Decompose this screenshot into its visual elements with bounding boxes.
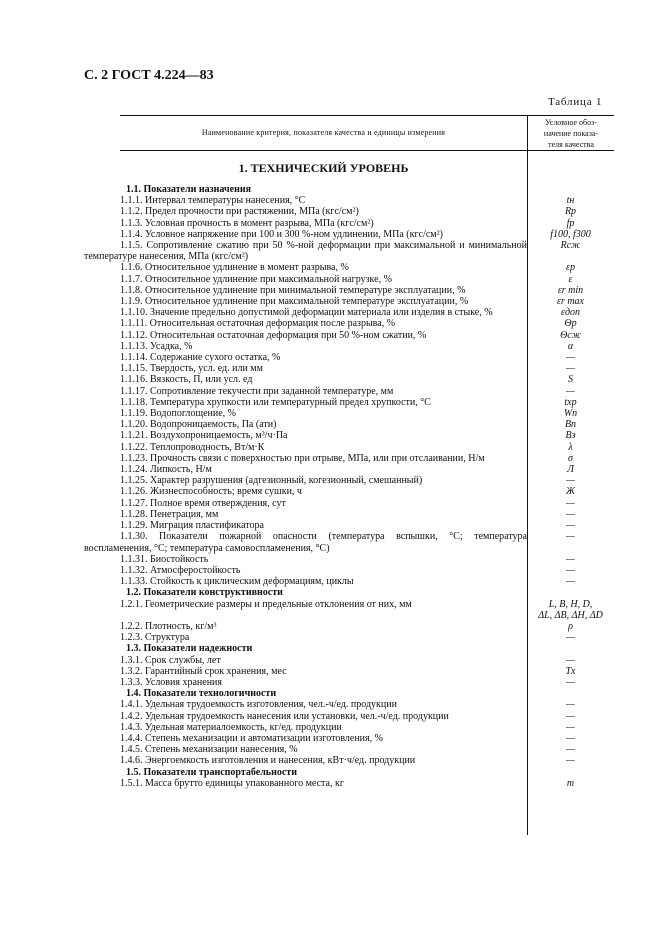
row-label: 1.1.8. Относительное удлинение при минимальной температуре эксплуатации, % <box>120 284 466 296</box>
table-row <box>84 722 614 733</box>
row-label: 1.1.13. Усадка, % <box>120 340 193 352</box>
row-label: 1.2.3. Структура <box>120 632 190 644</box>
row-symbol: εr min <box>557 284 584 296</box>
row-symbol: σ <box>568 452 573 464</box>
row-symbol: — <box>566 475 575 487</box>
row-symbol: — <box>566 363 575 375</box>
row-label: 1.4.5. Степень механизации нанесения, % <box>120 744 298 756</box>
table-row <box>84 733 614 744</box>
row-label: 1.4.1. Удельная трудоемкость изготовления, чел.-ч/ед. продукции <box>120 699 397 711</box>
table-row <box>84 363 614 374</box>
table-row <box>84 464 614 475</box>
row-symbol: L, B, H, D, <box>548 598 593 610</box>
row-symbol: εдоп <box>561 307 580 319</box>
row-label: 1.1.1. Интервал температуры нанесения, °С <box>120 195 306 207</box>
table-row <box>84 274 614 285</box>
table-row <box>84 430 614 441</box>
row-symbol: — <box>566 564 575 576</box>
row-symbol: — <box>566 710 575 722</box>
row-symbol: ρ <box>568 620 573 632</box>
row-symbol: Θсж <box>560 329 581 341</box>
row-symbol: — <box>566 520 575 532</box>
table-caption: Таблица 1 <box>548 96 603 108</box>
table-row <box>84 554 614 565</box>
row-symbol: — <box>566 385 575 397</box>
row-label: 1.1. Показатели назначения <box>126 184 252 195</box>
row-symbol: λ <box>568 441 573 453</box>
row-label: 1.1.9. Относительное удлинение при максимальной температуре эксплуатации, % <box>120 296 469 308</box>
table-row <box>84 744 614 755</box>
table-row <box>84 330 614 341</box>
row-symbol: — <box>566 755 575 767</box>
row-symbol: — <box>566 732 575 744</box>
table-row <box>84 206 614 217</box>
table-row <box>84 520 614 531</box>
row-label: 1.4. Показатели технологичности <box>126 688 277 700</box>
table-row <box>84 486 614 497</box>
table-row <box>84 677 614 688</box>
row-symbol: f100, f300 <box>550 228 591 240</box>
table-row <box>84 632 614 643</box>
row-label: 1.1.21. Воздухопроницаемость, м³/ч·Па <box>120 430 288 442</box>
row-label: 1.5. Показатели транспортабельности <box>126 766 297 778</box>
row-symbol: — <box>566 497 575 509</box>
table-row <box>84 576 614 587</box>
table-row <box>84 711 614 722</box>
table-row <box>84 374 614 385</box>
table-row <box>84 643 614 654</box>
section-title: 1. ТЕХНИЧЕСКИЙ УРОВЕНЬ <box>238 161 409 175</box>
row-label: 1.1.17. Сопротивление текучести при заданной температуре, мм <box>120 385 394 397</box>
row-label: 1.2.2. Плотность, кг/м³ <box>120 620 217 632</box>
row-label: 1.1.26. Жизнеспособность; время сушки, ч <box>120 486 302 498</box>
row-symbol: ε <box>568 273 573 285</box>
row-symbol: — <box>566 531 575 543</box>
row-label: 1.3.3. Условия хранения <box>120 676 223 688</box>
row-symbol: S <box>568 374 573 386</box>
row-label: 1.1.22. Теплопроводность, Вт/м·К <box>120 441 265 453</box>
table-row <box>84 229 614 240</box>
row-symbol: εr max <box>557 296 584 308</box>
column-header-symbol-line2: начение показа- <box>543 129 599 138</box>
row-symbol: ΔL, ΔB, ΔH, ΔD <box>538 609 603 621</box>
row-symbol: Θр <box>564 318 577 330</box>
column-header-symbol <box>528 117 614 150</box>
table-row <box>84 498 614 509</box>
table-row <box>84 565 614 576</box>
table-row <box>84 666 614 677</box>
row-label: 1.1.23. Прочность связи с поверхностью при отрыве, МПа, или при отслаивании, Н/м <box>120 452 485 464</box>
row-label: 1.4.4. Степень механизации и автоматизации изготовления, % <box>120 732 383 744</box>
row-symbol: Wп <box>563 408 578 420</box>
row-label: 1.1.18. Температура хрупкости или температурный предел хрупкости, °С <box>120 396 431 408</box>
row-label: 1.2.1. Геометрические размеры и предельные отклонения от них, мм <box>120 598 412 610</box>
column-header-symbol-line1: Условное обоз- <box>545 118 597 127</box>
row-label: 1.1.6. Относительное удлинение в момент разрыва, % <box>120 262 349 274</box>
table-row <box>84 318 614 329</box>
row-symbol: — <box>566 721 575 733</box>
table-row <box>84 341 614 352</box>
row-symbol: tхр <box>564 396 577 408</box>
table-row <box>84 688 614 699</box>
row-symbol: — <box>566 508 575 520</box>
row-label: 1.1.32. Атмосферостойкость <box>120 564 241 576</box>
row-label: 1.1.3. Условная прочность в момент разрыва, МПа (кгс/см²) <box>120 217 374 229</box>
table-row <box>84 442 614 453</box>
row-label: 1.1.19. Водопоглощение, % <box>120 408 237 420</box>
table-row <box>84 296 614 307</box>
table-row <box>84 408 614 419</box>
table-row <box>84 195 614 206</box>
row-label: 1.1.27. Полное время отверждения, сут <box>120 497 286 509</box>
table-row <box>84 453 614 464</box>
table-row <box>84 240 614 262</box>
row-label: 1.1.7. Относительное удлинение при максимальной нагрузке, % <box>120 273 392 285</box>
table-row <box>84 397 614 408</box>
table-row <box>84 352 614 363</box>
row-label: 1.4.6. Энергоемкость изготовления и нанесения, кВт·ч/ед. продукции <box>120 755 416 767</box>
row-label: 1.1.11. Относительная остаточная деформация после разрыва, % <box>120 318 396 330</box>
row-symbol: — <box>566 576 575 588</box>
row-symbol: — <box>566 553 575 565</box>
table-row <box>84 610 614 621</box>
row-label: 1.4.3. Удельная материалоемкость, кг/ед. продукции <box>120 721 342 733</box>
row-symbol: tн <box>566 195 575 207</box>
row-label: 1.1.30. Показатели пожарной опасности (температура вспышки, °С; температура воспламенения, °С; температура самовоспламенения, °С) <box>84 531 527 554</box>
row-symbol: — <box>566 699 575 711</box>
table-row <box>84 587 614 598</box>
table-body <box>84 184 614 789</box>
row-label: 1.4.2. Удельная трудоемкость нанесения или установки, чел.-ч/ед. продукции <box>120 710 449 722</box>
table-top-rule <box>120 115 614 116</box>
table-row <box>84 285 614 296</box>
row-label: 1.1.33. Стойкость к циклическим деформациям, циклы <box>120 576 354 588</box>
row-symbol: Вз <box>565 430 576 442</box>
row-label: 1.1.28. Пенетрация, мм <box>120 508 219 520</box>
table-row <box>84 419 614 430</box>
table-row <box>84 755 614 766</box>
table-row <box>84 509 614 520</box>
row-label: 1.1.12. Относительная остаточная деформация при 50 %-ном сжатии, % <box>120 329 427 341</box>
table-row <box>84 386 614 397</box>
row-symbol: εр <box>566 262 575 274</box>
row-symbol: — <box>566 744 575 756</box>
row-label: 1.3.2. Гарантийный срок хранения, мес <box>120 665 287 677</box>
row-symbol: m <box>566 777 575 789</box>
row-label: 1.1.5. Сопротивление сжатию при 50 %-ной деформации при максимальной и минимальной температуре нанесения, МПа (кгс/см²) <box>84 240 527 263</box>
table-row <box>84 599 614 610</box>
row-label: 1.1.16. Вязкость, П, или усл. ед <box>120 374 253 386</box>
row-symbol: Вп <box>564 419 577 431</box>
row-label: 1.1.15. Твердость, усл. ед. или мм <box>120 363 263 375</box>
row-label: 1.3. Показатели надежности <box>126 643 253 655</box>
row-label: 1.1.29. Миграция пластификатора <box>120 520 264 532</box>
row-symbol: Rр <box>564 206 577 218</box>
table-row <box>84 184 614 195</box>
row-symbol: Rсж <box>560 240 581 252</box>
row-label: 1.1.31. Биостойкость <box>120 553 209 565</box>
row-symbol: Ж <box>565 486 576 498</box>
column-header-symbol-line3: теля качества <box>548 140 594 149</box>
page-header: С. 2 ГОСТ 4.224—83 <box>84 68 214 83</box>
table-row <box>84 767 614 778</box>
row-symbol: Л <box>567 464 574 476</box>
row-label: 1.2. Показатели конструктивности <box>126 587 283 599</box>
table-row <box>84 307 614 318</box>
table-row <box>84 699 614 710</box>
row-symbol: α <box>567 340 574 352</box>
row-symbol: fр <box>566 217 575 229</box>
row-label: 1.1.14. Содержание сухого остатка, % <box>120 352 281 364</box>
table-row <box>84 218 614 229</box>
table-row <box>84 475 614 486</box>
table-header-rule <box>120 150 614 151</box>
row-symbol: — <box>566 654 575 666</box>
row-symbol: — <box>566 632 575 644</box>
row-label: 1.3.1. Срок службы, лет <box>120 654 221 666</box>
table-row <box>84 531 614 553</box>
row-label: 1.1.24. Липкость, Н/м <box>120 464 212 476</box>
row-symbol: — <box>566 676 575 688</box>
row-symbol: — <box>566 352 575 364</box>
row-label: 1.5.1. Масса брутто единицы упакованного места, кг <box>120 777 344 789</box>
table-row <box>84 262 614 273</box>
row-label: 1.1.20. Водопроницаемость, Па (ати) <box>120 419 277 431</box>
table-row <box>84 621 614 632</box>
row-symbol: Tх <box>565 665 576 677</box>
column-header-name: Наименование критерия, показателя качества и единицы измерения <box>201 128 446 137</box>
row-label: 1.1.2. Предел прочности при растяжении, МПа (кгс/см²) <box>120 206 359 218</box>
table-row <box>84 778 614 789</box>
table-row <box>84 655 614 666</box>
row-label: 1.1.10. Значение предельно допустимой деформации материала или изделия в стыке, % <box>120 307 493 319</box>
row-label: 1.1.25. Характер разрушения (адгезионный, когезионный, смешанный) <box>120 475 423 487</box>
row-label: 1.1.4. Условное напряжение при 100 и 300 %-ном удлинении, МПа (кгс/см²) <box>120 228 443 240</box>
